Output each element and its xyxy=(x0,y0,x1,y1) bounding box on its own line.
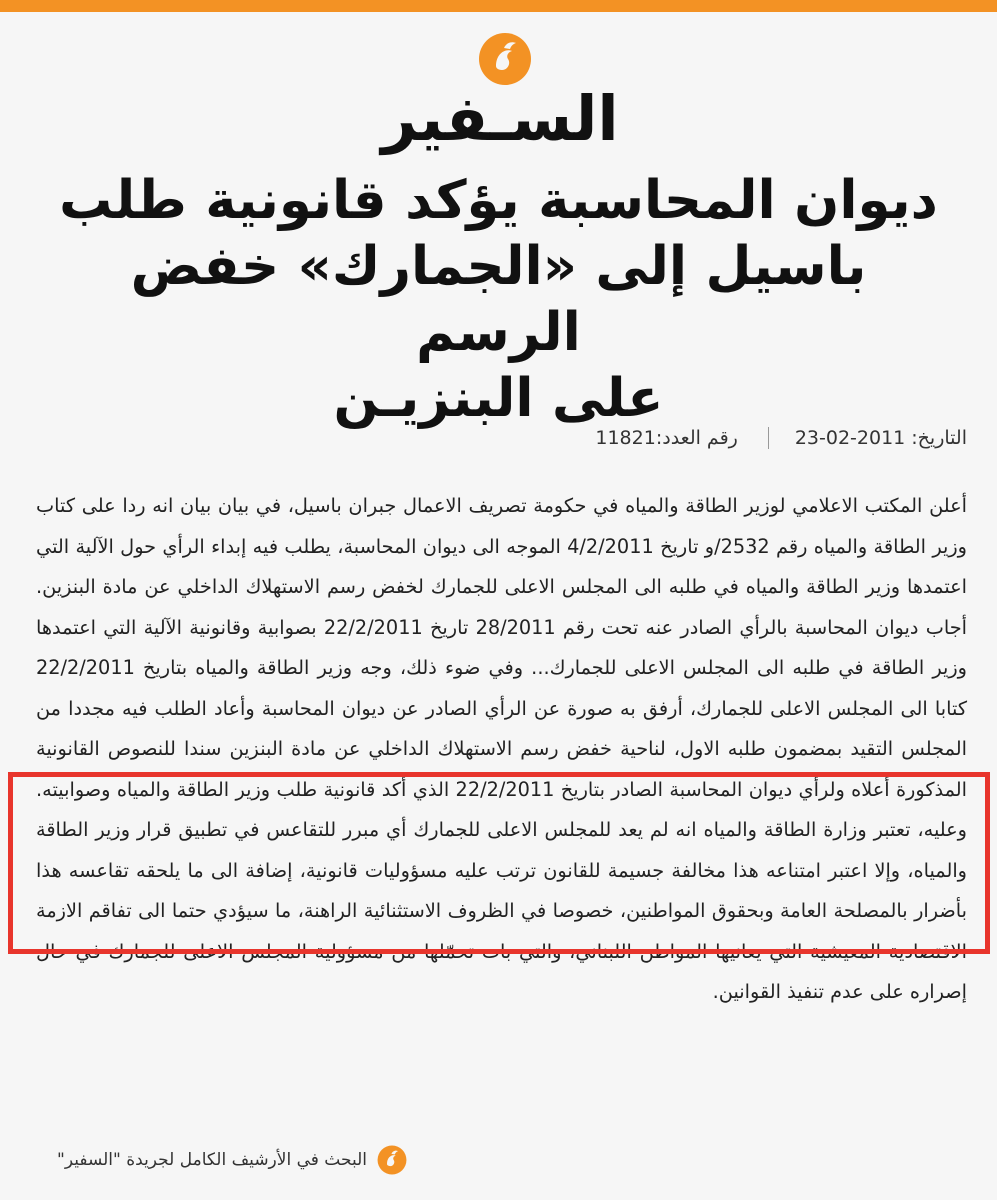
archive-search-footer[interactable] xyxy=(57,1140,407,1180)
date-value: 23-02-2011 xyxy=(794,427,906,449)
headline-line-2: باسيل إلى «الجمارك» خفض الرسم xyxy=(130,236,867,363)
article-body xyxy=(36,486,967,1013)
article-meta xyxy=(30,418,967,458)
headline-line-3: على البنزيـن xyxy=(333,368,664,429)
headline-line-1: ديوان المحاسبة يؤكد قانونية طلب xyxy=(59,170,938,231)
archive-search-link[interactable]: البحث في الأرشيف الكامل لجريدة "السفير" xyxy=(57,1150,367,1170)
masthead xyxy=(0,28,997,153)
issue-label: رقم العدد: xyxy=(655,427,738,449)
assafir-bird-icon xyxy=(377,1145,407,1175)
issue-value: 11821 xyxy=(595,427,656,449)
assafir-bird-icon xyxy=(478,32,532,86)
meta-divider xyxy=(768,427,769,449)
top-accent-bar xyxy=(0,0,997,12)
date-label: التاريخ: xyxy=(911,427,967,449)
article-headline xyxy=(50,168,947,432)
newspaper-logo-text: السـفير xyxy=(381,82,619,155)
article-paragraph: أعلن المكتب الاعلامي لوزير الطاقة والمياه في حكومة تصريف الاعمال جبران باسيل، في بيان بيان انه ردا على كتاب وزير الطاقة والمياه رقم 2532/و تاريخ 4/2/2011 الموجه الى ديوان المحاسبة، يطلب فيه إبداء الرأي حول الآلية التي اعتمدها وزير الطاقة والمياه في طلبه الى المجلس الاعلى للجمارك لخفض رسم الاستهلاك الداخلي عن مادة البنزين. أجاب ديوان المحاسبة بالرأي الصادر عنه تحت رقم 28/2011 تاريخ 22/2/2011 بصوابية وقانونية الآلية التي اعتمدها وزير الطاقة في طلبه الى المجلس الاعلى للجمارك... وفي ضوء ذلك، وجه وزير الطاقة والمياه بتاريخ 22/2/2011 كتابا الى المجلس الاعلى للجمارك، أرفق به صورة عن الرأي الصادر عن ديوان المحاسبة وأعاد الطلب فيه مجددا من المجلس التقيد بمضمون طلبه الاول، لناحية خفض رسم الاستهلاك الداخلي عن مادة البنزين سندا للنصوص القانونية المذكورة أعلاه ولرأي ديوان المحاسبة الصادر بتاريخ 22/2/2011 الذي أكد قانونية طلب وزير الطاقة والمياه وصوابيته. وعليه، تعتبر وزارة الطاقة والمياه انه لم يعد للمجلس الاعلى للجمارك أي مبرر للتقاعس في تطبيق قرار وزير الطاقة والمياه، وإلا اعتبر امتناعه هذا مخالفة جسيمة للقانون ترتب عليه مسؤوليات قانونية، إضافة الى ما يلحقه تقاعسه هذا بأضرار بالمصلحة العامة وبحقوق المواطنين، خصوصا في الظروف الاستثنائية الراهنة، ما سيؤدي حتما الى تفاقم الازمة الاقتصادية المعيشية التي يعانيها المواطن اللبناني، والتي بات تحمّلها من مسؤولية المجلس الاعلى للجمارك في حال إصراره على عدم تنفيذ القوانين. xyxy=(36,494,968,1003)
